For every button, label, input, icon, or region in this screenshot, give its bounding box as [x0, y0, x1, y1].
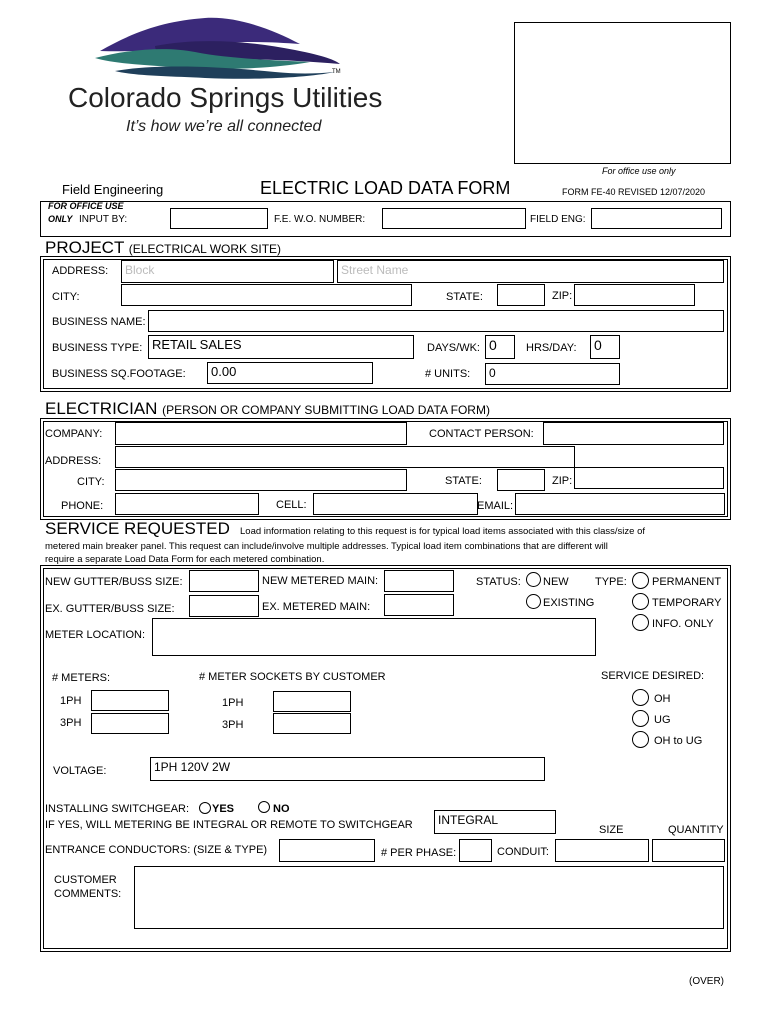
conduit-label: CONDUIT:	[497, 846, 549, 858]
sockets-label: # METER SOCKETS BY CUSTOMER	[199, 671, 386, 683]
project-zip-field[interactable]	[574, 284, 695, 306]
customer-comments-field[interactable]	[134, 866, 724, 929]
field-eng-label: FIELD ENG:	[530, 214, 586, 225]
new-gutter-field[interactable]	[189, 570, 259, 592]
company-label: COMPANY:	[45, 428, 103, 440]
new-metered-field[interactable]	[384, 570, 454, 592]
switchgear-no-radio[interactable]	[258, 801, 270, 813]
project-block-field[interactable]: Block	[121, 260, 334, 283]
cell-label: CELL:	[276, 499, 307, 511]
ex-metered-field[interactable]	[384, 594, 454, 616]
entrance-conductors-label: ENTRANCE CONDUCTORS: (SIZE & TYPE)	[45, 844, 268, 856]
status-existing-radio[interactable]	[526, 594, 541, 609]
type-label: TYPE:	[595, 576, 627, 588]
office-use-box	[514, 22, 731, 164]
input-by-label: INPUT BY:	[79, 214, 128, 225]
comments-label-2: COMMENTS:	[54, 888, 122, 900]
company-field[interactable]	[115, 422, 407, 445]
office-use-caption: For office use only	[602, 166, 676, 176]
business-type-field[interactable]: RETAIL SALES	[148, 335, 414, 359]
contact-person-field[interactable]	[543, 422, 724, 445]
sqft-label: BUSINESS SQ.FOOTAGE:	[52, 368, 186, 380]
conduit-quantity-field[interactable]	[652, 839, 725, 862]
voltage-label: VOLTAGE:	[53, 765, 107, 777]
electrician-city-field[interactable]	[115, 469, 407, 491]
service-desired-label: SERVICE DESIRED:	[601, 670, 705, 682]
meters-1ph-field[interactable]	[91, 690, 169, 711]
metering-question: IF YES, WILL METERING BE INTEGRAL OR REMOTE TO SWITCHGEAR	[45, 819, 413, 831]
ex-gutter-label: EX. GUTTER/BUSS SIZE:	[45, 603, 175, 615]
sockets-1ph-field[interactable]	[273, 691, 351, 712]
meters-3ph-field[interactable]	[91, 713, 169, 734]
phone-field[interactable]	[115, 493, 259, 515]
electrician-zip-field[interactable]	[574, 467, 724, 489]
project-zip-label: ZIP:	[552, 290, 573, 302]
meter-location-field[interactable]	[152, 618, 596, 656]
service-heading: SERVICE REQUESTED	[45, 519, 230, 538]
input-by-field[interactable]	[170, 208, 268, 229]
cell-field[interactable]	[313, 493, 478, 515]
type-info-radio[interactable]	[632, 614, 649, 631]
voltage-field[interactable]: 1PH 120V 2W	[150, 757, 545, 781]
sockets-1ph-label: 1PH	[222, 697, 244, 709]
project-city-field[interactable]	[121, 284, 412, 306]
status-new-radio[interactable]	[526, 572, 541, 587]
form-id: FORM FE-40 REVISED 12/07/2020	[562, 187, 706, 197]
metering-field[interactable]: INTEGRAL	[434, 810, 556, 834]
new-gutter-label: NEW GUTTER/BUSS SIZE:	[45, 576, 183, 588]
project-state-field[interactable]	[497, 284, 545, 306]
over-label: (OVER)	[689, 976, 724, 987]
service-note-line2: metered main breaker panel. This request can include/involve multiple addresses. Typical load item combinations that are different will	[45, 541, 608, 552]
contact-person-label: CONTACT PERSON:	[429, 428, 534, 440]
switchgear-no-label: NO	[273, 803, 290, 815]
field-eng-field[interactable]	[591, 208, 722, 229]
type-info-label: INFO. ONLY	[652, 618, 714, 630]
office-use-only-label: ONLY	[48, 214, 73, 224]
service-ohug-label: OH to UG	[654, 735, 703, 747]
few-number-label: F.E. W.O. NUMBER:	[274, 214, 366, 225]
type-temporary-radio[interactable]	[632, 593, 649, 610]
status-new-label: NEW	[543, 576, 569, 588]
electrician-address-label: ADDRESS:	[45, 455, 102, 467]
sqft-field[interactable]: 0.00	[207, 362, 373, 384]
switchgear-yes-radio[interactable]	[199, 802, 211, 814]
business-type-label: BUSINESS TYPE:	[52, 342, 143, 354]
hrs-day-label: HRS/DAY:	[526, 342, 577, 354]
per-phase-label: # PER PHASE:	[381, 847, 457, 859]
type-permanent-label: PERMANENT	[652, 576, 722, 588]
status-existing-label: EXISTING	[543, 597, 595, 609]
electrician-state-field[interactable]	[497, 469, 545, 491]
quantity-label: QUANTITY	[668, 824, 724, 836]
electrician-address-field[interactable]	[115, 446, 575, 468]
electrician-state-label: STATE:	[445, 475, 482, 487]
conduit-size-field[interactable]	[555, 839, 649, 862]
service-note-line1: Load information relating to this request is for typical load items associated with this class/size of	[240, 526, 645, 537]
company-name: Colorado Springs Utilities	[68, 82, 383, 113]
status-label: STATUS:	[476, 576, 521, 588]
electrician-city-label: CITY:	[77, 476, 105, 488]
meters-label: # METERS:	[52, 672, 111, 684]
company-tagline: It’s how we’re all connected	[126, 118, 322, 135]
sockets-3ph-field[interactable]	[273, 713, 351, 734]
units-label: # UNITS:	[425, 368, 471, 380]
switchgear-label: INSTALLING SWITCHGEAR:	[45, 803, 190, 815]
company-logo-mountains	[95, 16, 345, 86]
phone-label: PHONE:	[61, 500, 104, 512]
new-metered-label: NEW METERED MAIN:	[262, 575, 379, 587]
project-state-label: STATE:	[446, 291, 483, 303]
form-title: ELECTRIC LOAD DATA FORM	[260, 178, 511, 198]
service-note-line3: require a separate Load Data Form for each metered combination.	[45, 554, 325, 565]
email-field[interactable]	[515, 493, 725, 515]
service-ug-radio[interactable]	[632, 710, 649, 727]
department-name: Field Engineering	[62, 182, 164, 197]
days-wk-field[interactable]: 0	[485, 335, 515, 359]
comments-label-1: CUSTOMER	[54, 874, 117, 886]
project-city-label: CITY:	[52, 291, 80, 303]
service-ug-label: UG	[654, 714, 671, 726]
project-address-label: ADDRESS:	[52, 265, 109, 277]
business-name-label: BUSINESS NAME:	[52, 316, 146, 328]
electrician-heading: ELECTRICIAN (PERSON OR COMPANY SUBMITTING LOAD DATA FORM)	[45, 399, 490, 418]
days-wk-label: DAYS/WK:	[427, 342, 480, 354]
few-number-field[interactable]	[382, 208, 526, 229]
logo-trademark: TM	[332, 69, 341, 75]
service-oh-label: OH	[654, 693, 671, 705]
meter-location-label: METER LOCATION:	[45, 629, 146, 641]
business-name-field[interactable]	[148, 310, 724, 332]
meters-1ph-label: 1PH	[60, 695, 82, 707]
per-phase-field[interactable]	[459, 839, 492, 862]
email-label: EMAIL:	[477, 500, 514, 512]
office-use-label: FOR OFFICE USE	[48, 201, 124, 211]
service-oh-radio[interactable]	[632, 689, 649, 706]
entrance-conductors-field[interactable]	[279, 839, 375, 862]
type-temporary-label: TEMPORARY	[652, 597, 722, 609]
ex-gutter-field[interactable]	[189, 595, 259, 617]
size-label: SIZE	[599, 824, 624, 836]
project-street-field[interactable]: Street Name	[337, 260, 724, 283]
project-heading: PROJECT (ELECTRICAL WORK SITE)	[45, 238, 282, 257]
switchgear-yes-label: YES	[212, 803, 235, 815]
units-field[interactable]: 0	[485, 363, 620, 385]
service-ohug-radio[interactable]	[632, 731, 649, 748]
type-permanent-radio[interactable]	[632, 572, 649, 589]
sockets-3ph-label: 3PH	[222, 719, 244, 731]
meters-3ph-label: 3PH	[60, 717, 82, 729]
electrician-zip-label: ZIP:	[552, 475, 573, 487]
hrs-day-field[interactable]: 0	[590, 335, 620, 359]
ex-metered-label: EX. METERED MAIN:	[262, 601, 371, 613]
